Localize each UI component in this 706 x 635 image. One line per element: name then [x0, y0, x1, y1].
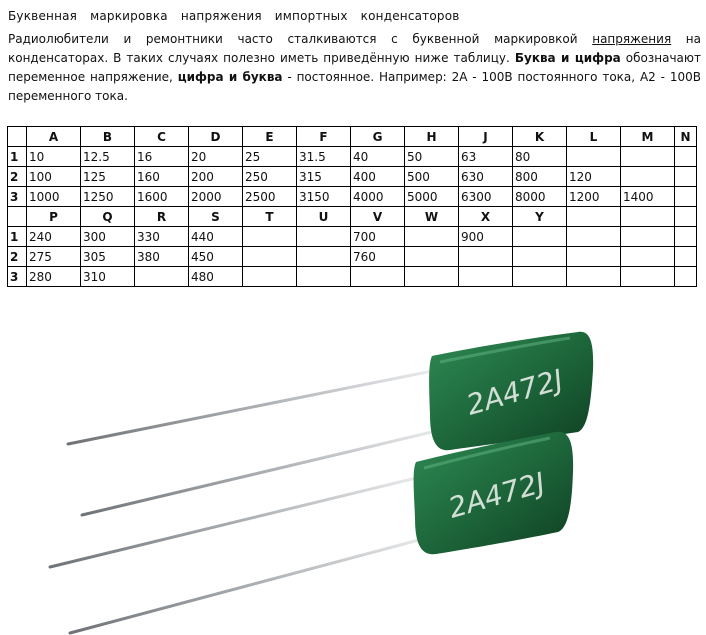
column-letter-cell: D: [189, 127, 243, 147]
voltage-value-cell: [513, 267, 567, 287]
column-letter-cell: Y: [513, 207, 567, 227]
voltage-value-cell: [405, 267, 459, 287]
voltage-value-cell: [297, 247, 351, 267]
column-letter-cell: J: [459, 127, 513, 147]
voltage-value-cell: 1000: [27, 187, 81, 207]
voltage-value-cell: 25: [243, 147, 297, 167]
voltage-value-cell: [567, 227, 621, 247]
voltage-value-cell: [243, 247, 297, 267]
column-letter-cell: U: [297, 207, 351, 227]
voltage-value-cell: [567, 247, 621, 267]
column-letter-cell: A: [27, 127, 81, 147]
voltage-value-cell: [297, 267, 351, 287]
voltage-value-cell: [567, 267, 621, 287]
capacitors-photo: [0, 322, 706, 635]
voltage-value-cell: 480: [189, 267, 243, 287]
voltage-value-cell: 12.5: [81, 147, 135, 167]
column-letter-cell: W: [405, 207, 459, 227]
voltage-value-cell: [621, 227, 675, 247]
voltage-value-cell: [459, 247, 513, 267]
para-text-1: Радиолюбители и ремонтники часто сталкиваются с буквенной маркировкой: [8, 32, 593, 46]
voltage-value-cell: [513, 227, 567, 247]
column-letter-cell: [567, 207, 621, 227]
voltage-value-cell: [351, 267, 405, 287]
voltage-value-cell: 310: [81, 267, 135, 287]
voltage-value-cell: 1400: [621, 187, 675, 207]
voltage-value-cell: [513, 247, 567, 267]
voltage-value-cell: [243, 267, 297, 287]
column-letter-cell: L: [567, 127, 621, 147]
table-row: [8, 147, 697, 167]
column-letter-cell: X: [459, 207, 513, 227]
column-letter-cell: B: [81, 127, 135, 147]
row-number-cell: 2: [8, 167, 27, 187]
column-letter-cell: G: [351, 127, 405, 147]
column-letter-cell: M: [621, 127, 675, 147]
column-letter-cell: N: [675, 127, 697, 147]
voltage-value-cell: 160: [135, 167, 189, 187]
voltage-value-cell: 120: [567, 167, 621, 187]
voltage-value-cell: 5000: [405, 187, 459, 207]
table-row: [8, 187, 697, 207]
voltage-value-cell: 400: [351, 167, 405, 187]
voltage-value-cell: [675, 187, 697, 207]
voltage-value-cell: 450: [189, 247, 243, 267]
table-header-row-1: [8, 127, 697, 147]
row-number-cell: 1: [8, 147, 27, 167]
voltage-value-cell: [243, 227, 297, 247]
voltage-value-cell: 2000: [189, 187, 243, 207]
table-row: [8, 227, 697, 247]
column-letter-cell: T: [243, 207, 297, 227]
voltage-value-cell: 4000: [351, 187, 405, 207]
voltage-value-cell: [675, 227, 697, 247]
voltage-value-cell: 1200: [567, 187, 621, 207]
table-row: [8, 267, 697, 287]
row-number-cell: 2: [8, 247, 27, 267]
para-text-3: обозначают переменное напряжение,: [8, 51, 702, 84]
row-number-cell: 3: [8, 267, 27, 287]
voltage-value-cell: [135, 267, 189, 287]
column-letter-cell: H: [405, 127, 459, 147]
voltage-value-cell: 6300: [459, 187, 513, 207]
column-letter-cell: C: [135, 127, 189, 147]
intro-paragraph: [8, 30, 701, 106]
voltage-value-cell: [297, 227, 351, 247]
voltage-value-cell: 760: [351, 247, 405, 267]
voltage-value-cell: 31.5: [297, 147, 351, 167]
voltage-value-cell: 16: [135, 147, 189, 167]
voltage-value-cell: [621, 147, 675, 167]
page-title: Буквенная маркировка напряжения импортных конденсаторов: [8, 9, 460, 23]
column-letter-cell: E: [243, 127, 297, 147]
column-letter-cell: Q: [81, 207, 135, 227]
column-letter-cell: [8, 207, 27, 227]
voltage-value-cell: [405, 247, 459, 267]
column-letter-cell: [675, 207, 697, 227]
voltage-value-cell: [621, 267, 675, 287]
voltage-value-cell: 300: [81, 227, 135, 247]
voltage-value-cell: 10: [27, 147, 81, 167]
voltage-value-cell: [621, 167, 675, 187]
voltage-value-cell: 50: [405, 147, 459, 167]
column-letter-cell: [8, 127, 27, 147]
voltage-value-cell: [621, 247, 675, 267]
voltage-value-cell: 3150: [297, 187, 351, 207]
voltage-value-cell: [459, 267, 513, 287]
voltage-value-cell: 63: [459, 147, 513, 167]
row-number-cell: 1: [8, 227, 27, 247]
para-bold-letter-digit: Буква и цифра: [514, 51, 621, 65]
para-text-2: на конденсаторах. В таких случаях полезно иметь приведённую ниже таблицу.: [8, 32, 701, 65]
voltage-value-cell: 275: [27, 247, 81, 267]
voltage-value-cell: 80: [513, 147, 567, 167]
voltage-value-cell: 250: [243, 167, 297, 187]
cap1-lead-1: [68, 371, 432, 444]
voltage-value-cell: 380: [135, 247, 189, 267]
voltage-code-table: [7, 126, 697, 287]
voltage-value-cell: 100: [27, 167, 81, 187]
voltage-value-cell: [675, 247, 697, 267]
cap2-marking: 2A472J: [444, 465, 549, 525]
voltage-value-cell: [567, 147, 621, 167]
voltage-value-cell: 305: [81, 247, 135, 267]
voltage-value-cell: 900: [459, 227, 513, 247]
column-letter-cell: K: [513, 127, 567, 147]
table-header-row-2: [8, 207, 697, 227]
voltage-value-cell: 240: [27, 227, 81, 247]
column-letter-cell: V: [351, 207, 405, 227]
voltage-value-cell: 8000: [513, 187, 567, 207]
voltage-value-cell: 20: [189, 147, 243, 167]
column-letter-cell: P: [27, 207, 81, 227]
voltage-value-cell: 280: [27, 267, 81, 287]
voltage-value-cell: 315: [297, 167, 351, 187]
voltage-value-cell: 630: [459, 167, 513, 187]
row-number-cell: 3: [8, 187, 27, 207]
para-text-4: - постоянное. Например: 2A - 100В постоянного тока, A2 - 100В переменного тока.: [8, 70, 701, 103]
column-letter-cell: F: [297, 127, 351, 147]
voltage-value-cell: 440: [189, 227, 243, 247]
cap1-marking: 2A472J: [462, 362, 567, 422]
column-letter-cell: S: [189, 207, 243, 227]
voltage-value-cell: 800: [513, 167, 567, 187]
table-row: [8, 247, 697, 267]
voltage-value-cell: [675, 147, 697, 167]
voltage-value-cell: 330: [135, 227, 189, 247]
voltage-value-cell: [405, 227, 459, 247]
voltage-value-cell: 200: [189, 167, 243, 187]
capacitor-1: [429, 332, 593, 450]
voltage-value-cell: 700: [351, 227, 405, 247]
cap2-lead-2: [70, 537, 430, 633]
column-letter-cell: [621, 207, 675, 227]
table-row: [8, 167, 697, 187]
column-letter-cell: R: [135, 207, 189, 227]
cap1-lead-2: [82, 430, 440, 515]
voltage-value-cell: 125: [81, 167, 135, 187]
voltage-value-cell: [675, 267, 697, 287]
capacitor-2: [414, 432, 574, 554]
voltage-value-cell: 1250: [81, 187, 135, 207]
voltage-value-cell: 2500: [243, 187, 297, 207]
voltage-value-cell: 40: [351, 147, 405, 167]
voltage-link[interactable]: напряжения: [592, 32, 672, 46]
voltage-value-cell: [675, 167, 697, 187]
voltage-value-cell: 1600: [135, 187, 189, 207]
para-bold-digit-letter: цифра и буква: [177, 70, 283, 84]
voltage-value-cell: 500: [405, 167, 459, 187]
